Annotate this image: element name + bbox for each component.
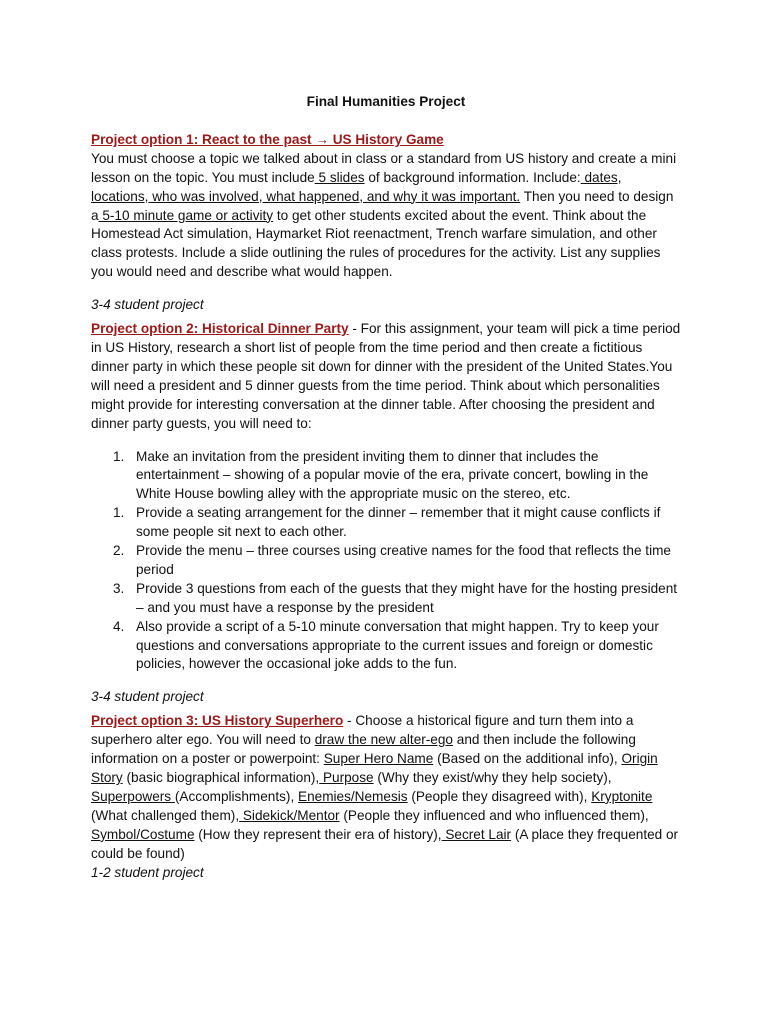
option-3-text-4: (basic biographical information), — [122, 770, 320, 785]
list-item — [91, 448, 681, 505]
option-3-text-8: (What challenged them), — [91, 807, 240, 823]
option-3-paragraph — [91, 712, 681, 863]
option-3-underline-purpose: Purpose — [319, 770, 374, 785]
option-3-underline-kryptonite: Kryptonite — [591, 788, 653, 804]
option-3-underline-enemies: Enemies/Nemesis — [298, 788, 408, 804]
option-3-underline-alter-ego: draw the new alter-ego — [314, 732, 453, 748]
option-3-text-5: (Why they exist/why they help society), — [373, 770, 612, 785]
list-item-number: 2. — [113, 543, 125, 559]
option-1-text-2: of background information. Include: — [364, 169, 581, 185]
list-item-text: Provide 3 questions from each of the guests that they might have for the hosting president – and you must have a response by the president — [136, 580, 678, 615]
option-1-text-4: to get other students excited about the event. Think about the Homestead Act simulation, Haymarket Riot reenactment, Trench warfare simulation, and other class protests. Include a slide outlining the rules of procedures for the activity. List any supplies you would need and describe what would happen. — [91, 207, 661, 280]
option-3-text-3: (Based on the additional info), — [433, 751, 622, 767]
option-3-group-size: 1-2 student project — [91, 864, 204, 880]
option-1-underline-slides: 5 slides — [314, 169, 365, 185]
list-item — [91, 580, 681, 618]
option-1-section — [91, 131, 681, 282]
option-2-task-list — [91, 448, 681, 675]
option-2-group-size: 3-4 student project — [91, 689, 204, 705]
option-2-text: - For this assignment, your team will pick a time period in US History, research a short list of people from the time period and then create a fictitious dinner party in which these people sit down for dinner with the president of the United States.You will need a president and 5 dinner guests from the time period. Think about which personalities might provide for interesting conversation at the dinner table. After choosing the president and dinner party guests, you will need to: — [91, 321, 681, 431]
list-item-text: Make an invitation from the president inviting them to dinner that includes the entertainment – showing of a popular movie of the era, private concert, bowling in the White House bowling alley with the appropriate music on the stereo, etc. — [136, 448, 649, 502]
option-3-underline-origin: Origin Story — [91, 751, 658, 785]
option-1-heading: Project option 1: React to the past → US History Game — [91, 131, 444, 147]
option-3-text-2: and then include the following information on a poster or powerpoint: — [91, 732, 636, 767]
list-item — [91, 542, 681, 580]
option-3-text-11: (A place they frequented or could be found) — [91, 826, 679, 861]
option-3-heading: Project option 3: US History Superhero — [91, 713, 344, 729]
list-item-number: 3. — [113, 580, 125, 596]
document-content — [91, 93, 681, 887]
option-2-heading: Project option 2: Historical Dinner Party — [91, 321, 349, 337]
option-3-text-9: (People they influenced and who influenced them), — [339, 807, 649, 823]
list-item-number: 4. — [113, 618, 125, 634]
list-item-text: Also provide a script of a 5-10 minute conversation that might happen. Try to keep your questions and conversations appropriate to the current issues and foreign or domestic policies, however the occasional joke adds to the fun. — [136, 618, 659, 672]
list-item-text: Provide the menu – three courses using creative names for the food that reflects the time period — [136, 543, 671, 577]
list-item-number: 1. — [113, 505, 125, 521]
option-1-underline-game: 5-10 minute game or activity — [98, 207, 274, 223]
list-item — [91, 504, 681, 542]
option-2-section — [91, 320, 681, 674]
option-3-underline-hero-name: Super Hero Name — [323, 751, 434, 767]
option-3-section — [91, 712, 681, 863]
document-title: Final Humanities Project — [306, 94, 466, 109]
list-item-number: 1. — [113, 448, 125, 464]
option-3-text-10: (How they represent their era of history), — [194, 826, 442, 842]
list-item-text: Provide a seating arrangement for the dinner – remember that it might cause conflicts if some people sit next to each other. — [136, 505, 661, 540]
option-3-underline-superpowers: Superpowers — [91, 788, 175, 804]
option-3-text-7: (People they disagreed with), — [407, 788, 592, 804]
option-3-text-6: (Accomplishments), — [174, 788, 299, 804]
list-item — [91, 618, 681, 675]
option-3-text-1: - Choose a historical figure and turn them into a superhero alter ego. You will need to — [91, 713, 634, 748]
option-3-underline-sidekick: Sidekick/Mentor — [239, 807, 340, 823]
option-3-underline-symbol: Symbol/Costume — [91, 826, 195, 842]
option-2-paragraph — [91, 320, 681, 433]
option-1-underline-details: dates, locations, who was involved, what happened, and why it was important. — [91, 169, 622, 204]
option-3-underline-lair: Secret Lair — [441, 826, 512, 842]
option-1-text-1: You must choose a topic we talked about in class or a standard from US history and create a mini lesson on the topic. You must include — [91, 150, 677, 185]
option-1-paragraph — [91, 150, 681, 282]
option-1-text-3: Then you need to design a — [91, 188, 674, 223]
option-1-group-size: 3-4 student project — [91, 297, 204, 313]
